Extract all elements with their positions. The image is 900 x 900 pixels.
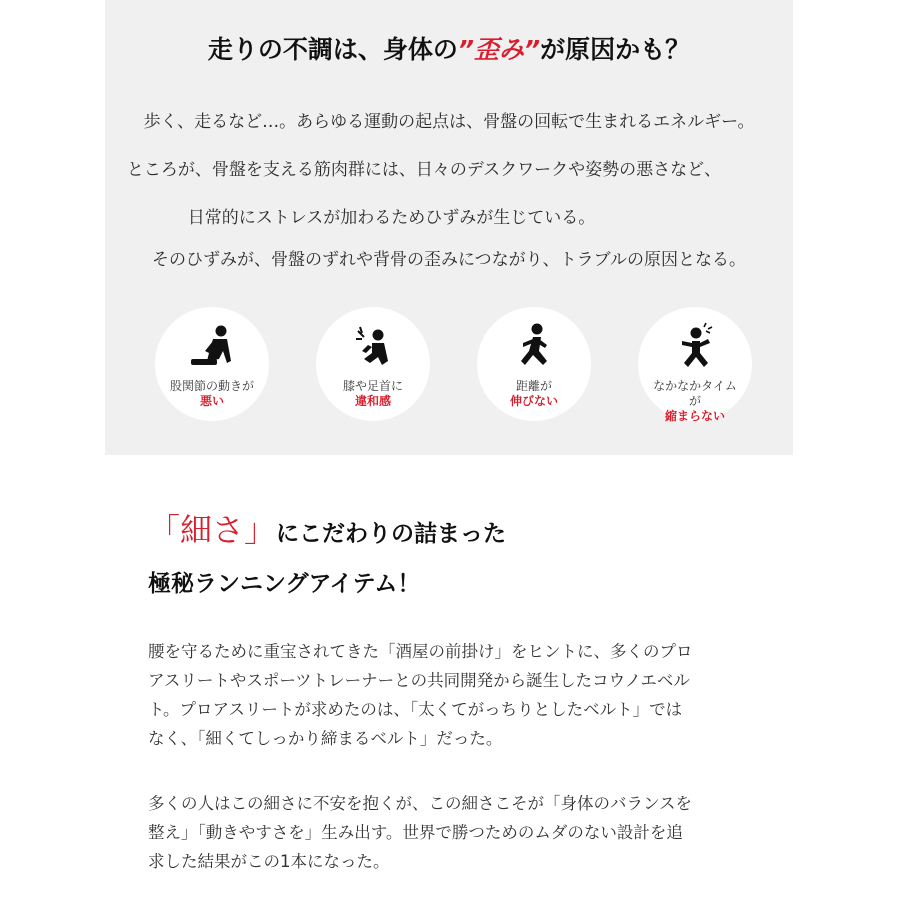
intro-line-2: ところが、骨盤を支える筋肉群には、日々のデスクワークや姿勢の悪さなど、 bbox=[126, 160, 722, 180]
running-person-icon bbox=[509, 321, 559, 371]
section-bracket-word: 「細さ」 bbox=[148, 511, 277, 549]
caption-line: 距離が bbox=[515, 379, 552, 393]
section-title bbox=[148, 505, 506, 551]
caption-line: なかなかタイム bbox=[653, 379, 737, 393]
paragraph-line: 求した結果がこの1本になった。 bbox=[148, 852, 390, 871]
headline-accent: ”歪み” bbox=[457, 35, 541, 64]
tired-runner-icon bbox=[670, 321, 720, 371]
intro-panel bbox=[105, 0, 793, 455]
paragraph-line: 腰を守るために重宝されてきた「酒屋の前掛け」をヒントに、多くのプロ bbox=[148, 642, 693, 661]
symptom-time bbox=[638, 307, 752, 421]
paragraph-line: ト。プロアスリートが求めたのは、「太くてがっちりとしたベルト」では bbox=[148, 700, 683, 719]
caption-line: が bbox=[688, 394, 701, 408]
intro-line-3: 日常的にストレスが加わるためひずみが生じている。 bbox=[187, 208, 596, 228]
symptom-caption bbox=[306, 379, 440, 409]
section-subtitle: 極秘ランニングアイテム！ bbox=[148, 571, 421, 597]
paragraph-2 bbox=[148, 789, 748, 876]
headline-after: が原因かも？ bbox=[540, 35, 691, 64]
paragraph-line: 多くの人はこの細さに不安を抱くが、この細さこそが「身体のバランスを bbox=[148, 794, 693, 813]
intro-line-1: 歩く、走るなど…。あらゆる運動の起点は、骨盤の回転で生まれるエネルギー。 bbox=[143, 112, 755, 132]
paragraph-line: なく、「細くてしっかり締まるベルト」だった。 bbox=[148, 729, 503, 748]
headline-before: 走りの不調は、身体の bbox=[207, 35, 458, 64]
caption-line: 股関節の動きが bbox=[169, 379, 254, 393]
intro-line-4: そのひずみが、骨盤のずれや背骨の歪みにつながり、トラブルの原因となる。 bbox=[152, 250, 746, 270]
caption-emphasis: 伸びない bbox=[509, 394, 558, 408]
caption-emphasis: 縮まらない bbox=[664, 409, 725, 423]
section-title-rest: にこだわりの詰まった bbox=[276, 521, 507, 547]
sitting-person-icon bbox=[187, 321, 237, 371]
headline bbox=[105, 30, 793, 66]
symptom-caption bbox=[467, 379, 601, 409]
symptom-distance bbox=[477, 307, 591, 421]
caption-line: 膝や足首に bbox=[342, 379, 403, 393]
paragraph-line: 整え」「動きやすさを」生み出す。世界で勝つためのムダのない設計を追 bbox=[148, 823, 683, 842]
symptom-caption bbox=[145, 379, 279, 409]
symptom-hip bbox=[155, 307, 269, 421]
paragraph-line: アスリートやスポーツトレーナーとの共同開発から誕生したコウノエベル bbox=[148, 671, 690, 690]
caption-emphasis: 悪い bbox=[199, 394, 224, 408]
caption-emphasis: 違和感 bbox=[354, 394, 391, 408]
paragraph-1 bbox=[148, 637, 748, 753]
symptom-knee bbox=[316, 307, 430, 421]
symptom-caption bbox=[628, 379, 762, 424]
knee-pain-person-icon bbox=[348, 321, 398, 371]
